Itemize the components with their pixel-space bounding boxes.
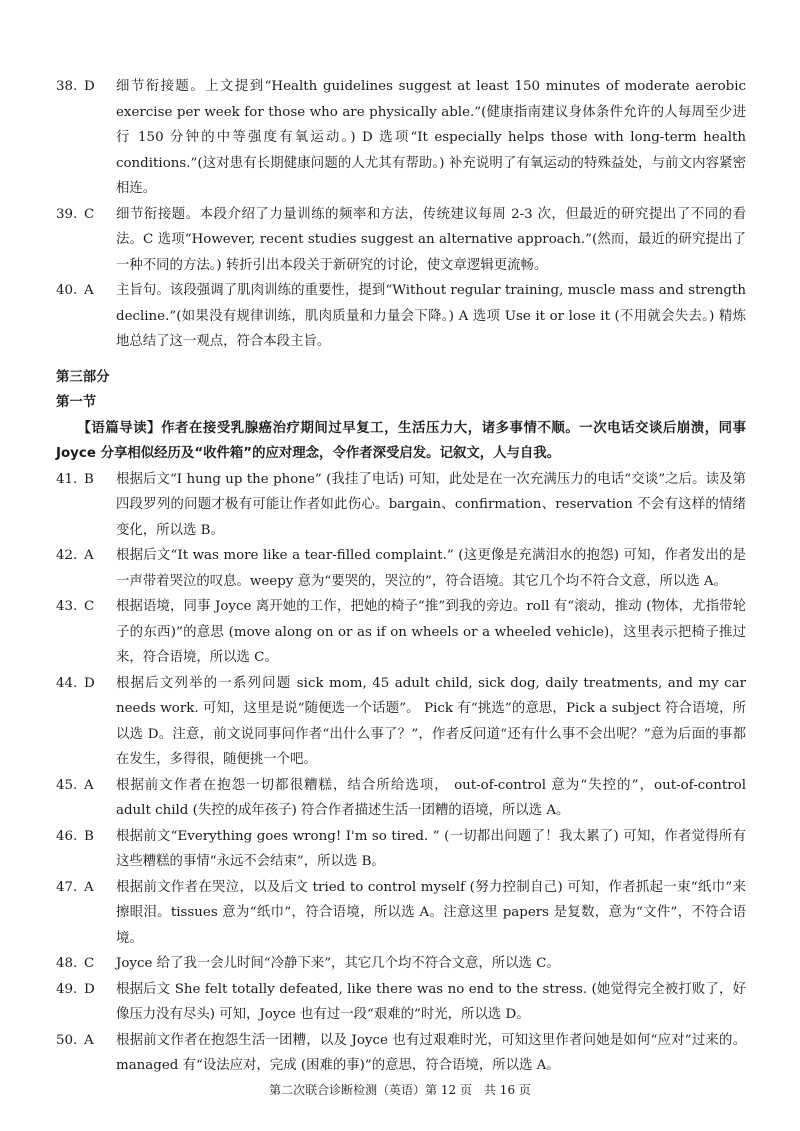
answer-item — [56, 1028, 746, 1079]
section-title: 第三部分 — [56, 369, 110, 385]
answer-letter: A — [84, 879, 94, 895]
answer-item — [56, 951, 746, 977]
explanation-text: 根据后文“I hung up the phone” (我挂了电话) 可知，此处是在一次充满压力的电话“交谈”之后。读及第四段罗列的问题才极有可能让作者如此伤心。bargain、confirmation、reservation 不会有这样的情绪变化，所以选 B。 — [116, 471, 746, 538]
explanation-text: 根据前文作者在哭泣，以及后文 tried to control myself (努力控制自己) 可知，作者抓起一束“纸巾”来擦眼泪。tissues 意为“纸巾”，符合语境，所以选 A。注意这里 papers 是复数，意为“文件”，不符合语境。 — [116, 879, 746, 946]
answer-letter: D — [84, 981, 95, 997]
page-footer: 第二次联合诊断检测（英语）第 12 页 共 16 页 — [269, 1083, 531, 1097]
question-number: 45. — [56, 777, 78, 793]
answer-letter: C — [84, 599, 95, 614]
explanation-text: Joyce 给了我一会儿时间“冷静下来”，其它几个均不符合文意，所以选 C。 — [116, 956, 560, 971]
answer-letter: A — [84, 548, 94, 563]
question-number: 40. — [56, 283, 78, 298]
answer-item — [56, 278, 746, 355]
question-number: 39. — [56, 206, 78, 222]
question-number: 42. — [56, 548, 78, 563]
question-number: 47. — [56, 879, 78, 895]
answer-list-part-three — [56, 467, 746, 1079]
answer-letter: B — [84, 471, 94, 487]
answer-letter: D — [84, 675, 95, 691]
question-number: 44. — [56, 675, 78, 691]
answer-item — [56, 202, 746, 279]
explanation-text: 根据语境，同事 Joyce 离开她的工作，把她的椅子“推”到我的旁边。roll 有“滚动，推动 (物体，尤指带轮子的东西)”的意思 (move along on or as if on wheels or a wheeled vehicle)，这里表示把椅子推过来，符合语境，所以选 C。 — [116, 599, 746, 665]
question-number: 48. — [56, 956, 78, 971]
answer-list-part-two — [56, 74, 746, 355]
answer-item — [56, 875, 746, 952]
answer-page — [56, 74, 746, 1079]
answer-item — [56, 671, 746, 773]
explanation-text: 根据后文列举的一系列问题 sick mom, 45 adult child, sick dog, daily treatments, and my car needs work. 可知，这里是说“随便选一个话题”。 Pick 有“挑选”的意思，Pick a subject 符合语境，所以选 D。注意，前文说同事问作者“出什么事了？”，作者反问道“还有什么事不会出呢？”意为后面的事都在发生，多得很，随便挑一个吧。 — [116, 675, 746, 767]
explanation-text: 细节衔接题。上文提到“Health guidelines suggest at least 150 minutes of moderate aerobic exercise per week for those who are physically able.”(健康指南建议身体条件允许的人每周至少进行 150 分钟的中等强度有氧运动。) D 选项“It especially helps those with long-term health conditions.”(这对患有长期健康问题的人尤其有帮助。) 补充说明了有氧运动的特殊益处，与前文内容紧密相连。 — [116, 79, 746, 196]
question-number: 43. — [56, 599, 78, 614]
explanation-text: 根据后文 She felt totally defeated, like there was no end to the stress. (她觉得完全被打败了，好像压力没有尽头) 可知，Joyce 也有过一段“艰难的”时光，所以选 D。 — [116, 981, 746, 1022]
answer-item — [56, 977, 746, 1028]
answer-item — [56, 543, 746, 594]
answer-item — [56, 74, 746, 202]
answer-item — [56, 467, 746, 544]
answer-letter: C — [84, 956, 95, 971]
reading-guide: 【语篇导读】作者在接受乳腺癌治疗期间过早复工，生活压力大，诸多事情不顺。一次电话交谈后崩溃，同事 Joyce 分享相似经历及“收件箱”的应对理念，令作者深受启发。记叙文，人与自我。 — [56, 420, 746, 461]
question-number: 50. — [56, 1032, 78, 1048]
subsection-title: 第一节 — [56, 395, 97, 410]
explanation-text: 细节衔接题。本段介绍了力量训练的频率和方法，传统建议每周 2-3 次，但最近的研究提出了不同的看法。C 选项“However, recent studies suggest an alternative approach.”(然而，最近的研究提出了一种不同的方法。) 转折引出本段关于新研究的讨论，使文章逻辑更流畅。 — [116, 206, 746, 273]
explanation-text: 根据后文“It was more like a tear-filled complaint.” (这更像是充满泪水的抱怨) 可知，作者发出的是一声带着哭泣的叹息。weepy 意为“要哭的，哭泣的”，符合语境。其它几个均不符合文意，所以选 A。 — [116, 548, 746, 589]
question-number: 49. — [56, 981, 78, 997]
answer-item — [56, 773, 746, 824]
explanation-text: 根据前文作者在抱怨生活一团糟，以及 Joyce 也有过艰难时光，可知这里作者问她是如何“应对”过来的。managed 有“设法应对，完成 (困难的事)”的意思，符合语境，所以选 A。 — [116, 1032, 746, 1073]
question-number: 46. — [56, 828, 78, 844]
question-number: 41. — [56, 471, 78, 487]
answer-letter: D — [84, 79, 95, 94]
question-number: 38. — [56, 79, 78, 94]
explanation-text: 主旨句。该段强调了肌肉训练的重要性，提到“Without regular training, muscle mass and strength decline.”(如果没有规律训练，肌肉质量和力量会下降。) A 选项 Use it or lose it (不用就会失去。) 精炼地总结了这一观点，符合本段主旨。 — [116, 283, 746, 349]
answer-item — [56, 824, 746, 875]
explanation-text: 根据前文作者在抱怨一切都很糟糕，结合所给选项， out-of-control 意为“失控的”，out-of-control adult child (失控的成年孩子) 符合作者描述生活一团糟的语境，所以选 A。 — [116, 777, 746, 818]
answer-item — [56, 594, 746, 671]
answer-letter: A — [84, 1032, 94, 1048]
answer-letter: B — [84, 828, 94, 844]
answer-letter: A — [84, 283, 94, 298]
answer-letter: A — [84, 777, 94, 793]
explanation-text: 根据前文“Everything goes wrong! I'm so tired. ” (一切都出问题了！我太累了) 可知，作者觉得所有这些糟糕的事情“永远不会结束”，所以选 B。 — [116, 828, 746, 869]
answer-letter: C — [84, 206, 95, 222]
